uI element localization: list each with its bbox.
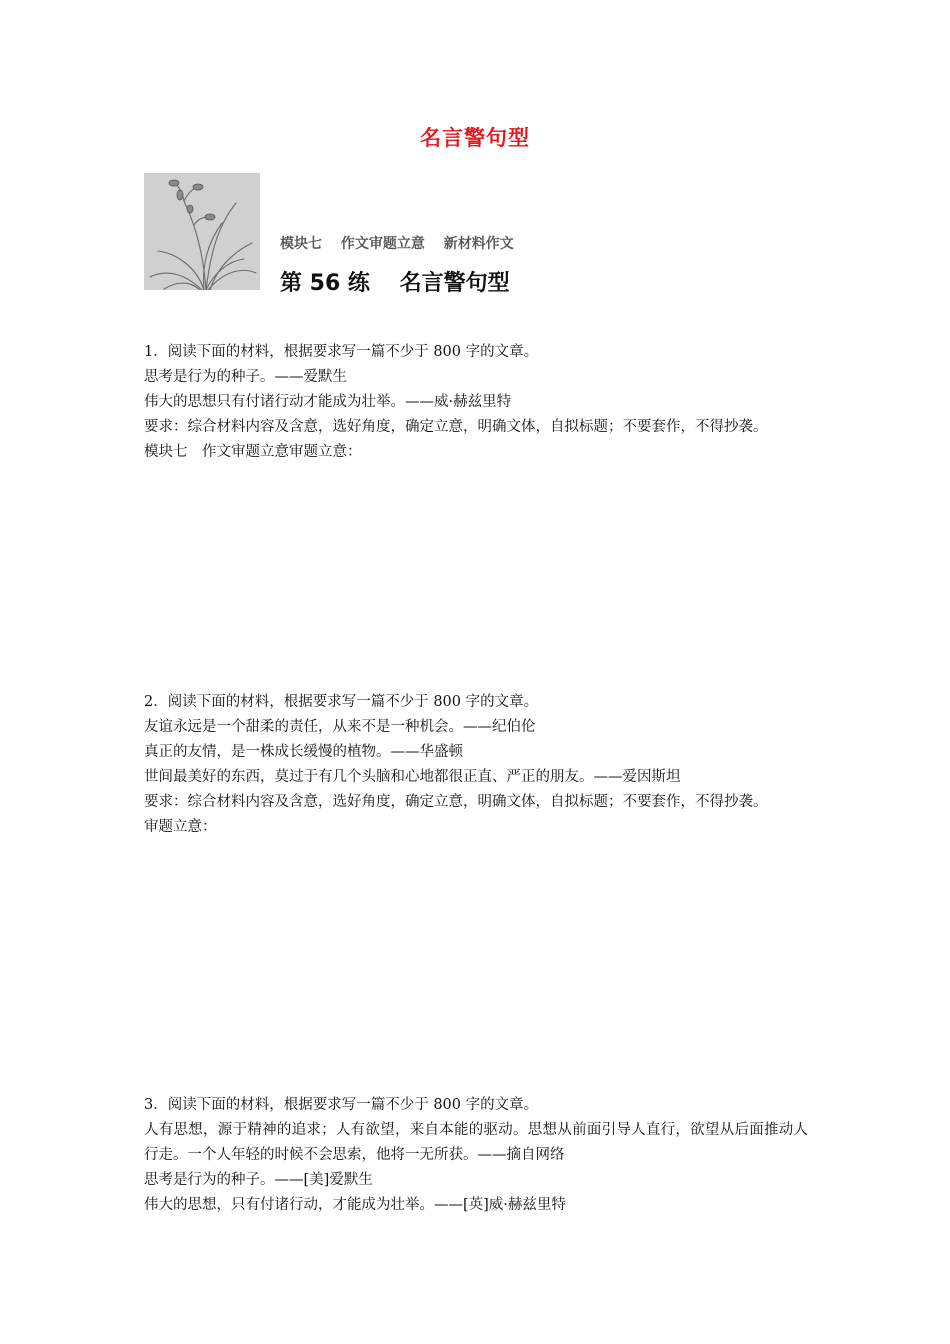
question-requirement: 要求：综合材料内容及含意，选好角度，确定立意，明确文体，自拟标题；不要套作，不得抄袭。 [144, 419, 768, 435]
lesson-title: 第 56 练 名言警句型 [280, 271, 510, 296]
question-line: 3．阅读下面的材料，根据要求写一篇不少于 800 字的文章。 [144, 1097, 539, 1113]
question-prompt: 模块七 作文审题立意审题立意： [144, 444, 362, 460]
module-label: 模块七 作文审题立意 新材料作文 [280, 236, 514, 252]
question-1 [144, 340, 808, 465]
question-line: 伟大的思想，只有付诸行动，才能成为壮举。——[英]威·赫兹里特 [144, 1197, 566, 1213]
question-line: 世间最美好的东西，莫过于有几个头脑和心地都很正直、严正的朋友。——爱因斯坦 [144, 769, 681, 785]
question-prompt: 审题立意： [144, 819, 217, 835]
page-title: 名言警句型 [420, 126, 530, 150]
question-line: 伟大的思想只有付诸行动才能成为壮举。——威·赫兹里特 [144, 394, 512, 410]
question-line: 真正的友情，是一株成长缓慢的植物。——华盛顿 [144, 744, 463, 760]
question-line: 思考是行为的种子。——爱默生 [144, 369, 347, 385]
question-3 [144, 1093, 808, 1218]
question-line: 2．阅读下面的材料，根据要求写一篇不少于 800 字的文章。 [144, 694, 539, 710]
orchid-illustration [144, 173, 260, 290]
question-line: 1．阅读下面的材料，根据要求写一篇不少于 800 字的文章。 [144, 344, 539, 360]
question-line: 友谊永远是一个甜柔的责任，从来不是一种机会。——纪伯伦 [144, 719, 536, 735]
question-line: 思考是行为的种子。——[美]爱默生 [144, 1172, 373, 1188]
question-requirement: 要求：综合材料内容及含意，选好角度，确定立意，明确文体，自拟标题；不要套作，不得抄袭。 [144, 794, 768, 810]
question-2 [144, 690, 808, 840]
question-paragraph: 人有思想，源于精神的追求；人有欲望，来自本能的驱动。思想从前面引导人直行，欲望从后面推动人行走。一个人年轻的时候不会思索，他将一无所获。——摘自网络 [144, 1122, 808, 1163]
orchid-drawing-icon [144, 173, 260, 290]
